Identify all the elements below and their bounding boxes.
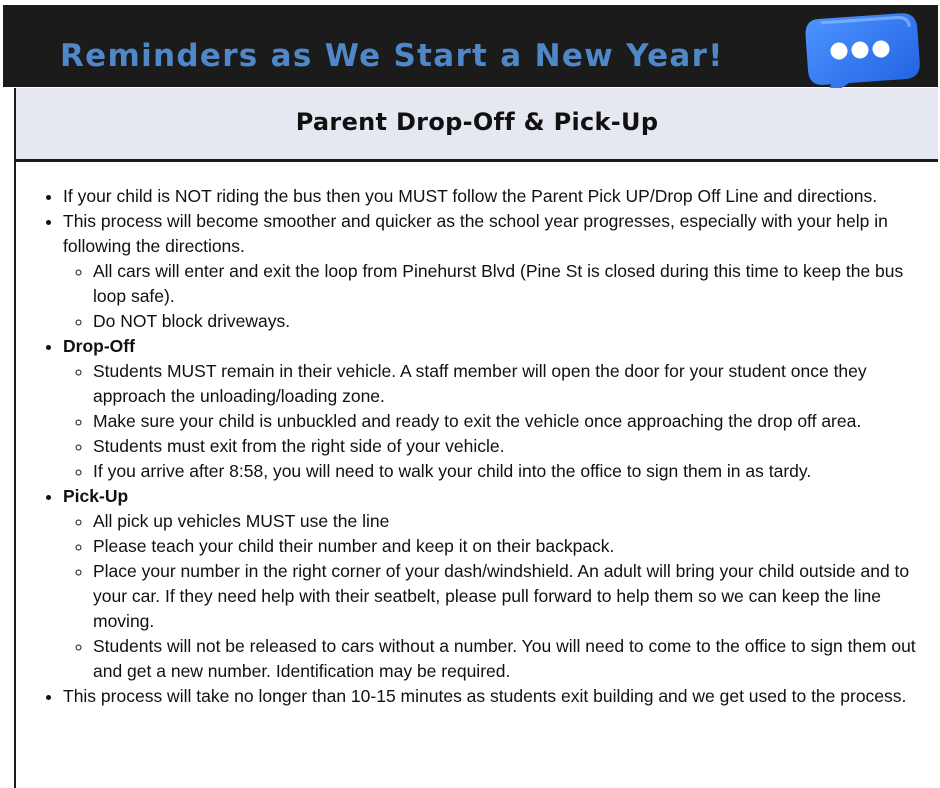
sub-list-item: ◦ All pick up vehicles MUST use the line xyxy=(93,509,925,534)
sub-list-item: ◦ All cars will enter and exit the loop from Pinehurst Blvd (Pine St is closed during this time to keep the bus loop safe). xyxy=(93,259,925,309)
section-title: Parent Drop-Off & Pick-Up xyxy=(295,108,659,136)
list-item: • If your child is NOT riding the bus then you MUST follow the Parent Pick UP/Drop Off Line and directions. xyxy=(63,184,925,209)
chat-bubble-icon xyxy=(803,10,923,98)
sub-list xyxy=(63,359,925,484)
sub-list-item: ◦ Students must exit from the right side of your vehicle. xyxy=(93,434,925,459)
sub-list xyxy=(63,509,925,684)
content-area xyxy=(14,162,938,788)
sub-list-item: ◦ Do NOT block driveways. xyxy=(93,309,925,334)
pickup-heading: Pick-Up xyxy=(63,486,129,506)
dropoff-heading: Drop-Off xyxy=(63,336,135,356)
sub-list-item: ◦ Please teach your child their number and keep it on their backpack. xyxy=(93,534,925,559)
sub-list-item: ◦ If you arrive after 8:58, you will need to walk your child into the office to sign them in as tardy. xyxy=(93,459,925,484)
list-item: • This process will take no longer than 10-15 minutes as students exit building and we get used to the process. xyxy=(63,684,925,709)
dropoff-section xyxy=(63,334,925,484)
sub-list-item: ◦ Students MUST remain in their vehicle. A staff member will open the door for your student once they approach the unloading/loading zone. xyxy=(93,359,925,409)
sub-list-item: ◦ Students will not be released to cars without a number. You will need to come to the office to sign them out and get a new number. Identification may be required. xyxy=(93,634,925,684)
reminder-list xyxy=(63,184,925,709)
pickup-section xyxy=(63,484,925,684)
list-item-text: This process will become smoother and quicker as the school year progresses, especially with your help in following the directions. xyxy=(63,211,888,256)
page-title: Reminders as We Start a New Year! xyxy=(60,38,724,74)
sub-list xyxy=(63,259,925,334)
section-header xyxy=(14,88,938,162)
sub-list-item: ◦ Make sure your child is unbuckled and ready to exit the vehicle once approaching the drop off area. xyxy=(93,409,925,434)
list-item xyxy=(63,209,925,334)
sub-list-item: ◦ Place your number in the right corner of your dash/windshield. An adult will bring your child outside and to your car. If they need help with their seatbelt, please pull forward to help them so we can keep the line moving. xyxy=(93,559,925,634)
header-banner xyxy=(3,5,938,87)
